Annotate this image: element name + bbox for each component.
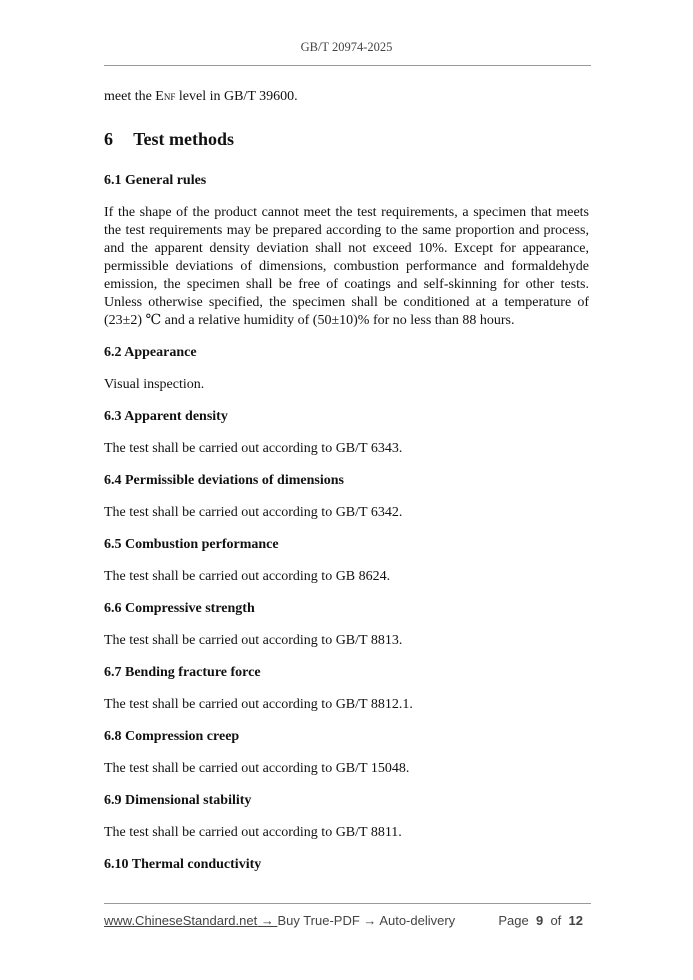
section-heading: 6.8 Compression creep xyxy=(104,729,240,744)
chapter-number: 6 xyxy=(104,129,113,149)
section-body: Visual inspection. xyxy=(104,377,205,392)
intro-subscript: NF xyxy=(163,92,176,102)
section-heading: 6.2 Appearance xyxy=(104,345,197,360)
section-heading: 6.6 Compressive strength xyxy=(104,601,255,616)
section-heading: 6.9 Dimensional stability xyxy=(104,793,252,808)
section-heading: 6.1 General rules xyxy=(104,173,207,188)
section-body: The test shall be carried out according to GB/T 8813. xyxy=(104,633,403,648)
section-body: The test shall be carried out according to GB 8624. xyxy=(104,569,391,584)
section-heading: 6.10 Thermal conductivity xyxy=(104,857,262,872)
website-link[interactable] xyxy=(104,913,277,928)
section-body: If the shape of the product cannot meet the test requirements, a specimen that meets the test requirements may be prepared according to the same proportion and process, and the apparent density deviation shall not exceed 10%. Except for appearance, permissible deviations of dimensions, combustion performance and formaldehyde emission, the specimen shall be free of coatings and self-skinning for other tests. Unless otherwise specified, the specimen shall be conditioned at a temperature of (23±2) ℃ and a relative humidity of (50±10)% for no less than 88 hours. xyxy=(104,205,589,328)
website-link-text: www.ChineseStandard.net xyxy=(104,913,258,928)
running-header: GB/T 20974-2025 xyxy=(300,40,393,54)
page-of: of xyxy=(550,913,562,928)
intro-line xyxy=(104,88,589,106)
section-heading: 6.3 Apparent density xyxy=(104,409,228,424)
footer-divider xyxy=(104,903,591,904)
page-indicator xyxy=(498,913,583,928)
buy-pdf-link[interactable]: Buy True-PDF xyxy=(277,913,360,928)
intro-prefix: meet the E xyxy=(104,89,164,104)
section-body: The test shall be carried out according to GB/T 15048. xyxy=(104,761,410,776)
section-body: The test shall be carried out according to GB/T 6342. xyxy=(104,505,403,520)
auto-delivery-text: Auto-delivery xyxy=(379,913,456,928)
chapter-heading xyxy=(104,128,589,150)
page-footer xyxy=(104,913,591,928)
intro-suffix: level in GB/T 39600. xyxy=(175,89,298,104)
arrow-right-icon: → xyxy=(257,913,278,928)
section-heading: 6.7 Bending fracture force xyxy=(104,665,261,680)
document-body xyxy=(104,88,589,888)
section-body: The test shall be carried out according to GB/T 8811. xyxy=(104,825,402,840)
page-label: Page xyxy=(498,913,529,928)
page-current: 9 xyxy=(535,913,544,928)
arrow-right-icon: → xyxy=(359,913,380,928)
chapter-title: Test methods xyxy=(133,129,235,149)
section-body: The test shall be carried out according to GB/T 8812.1. xyxy=(104,697,413,712)
section-heading: 6.4 Permissible deviations of dimensions xyxy=(104,473,344,488)
section-heading: 6.5 Combustion performance xyxy=(104,537,279,552)
section-body: The test shall be carried out according to GB/T 6343. xyxy=(104,441,403,456)
header-divider xyxy=(104,65,591,66)
page-total: 12 xyxy=(568,913,583,928)
